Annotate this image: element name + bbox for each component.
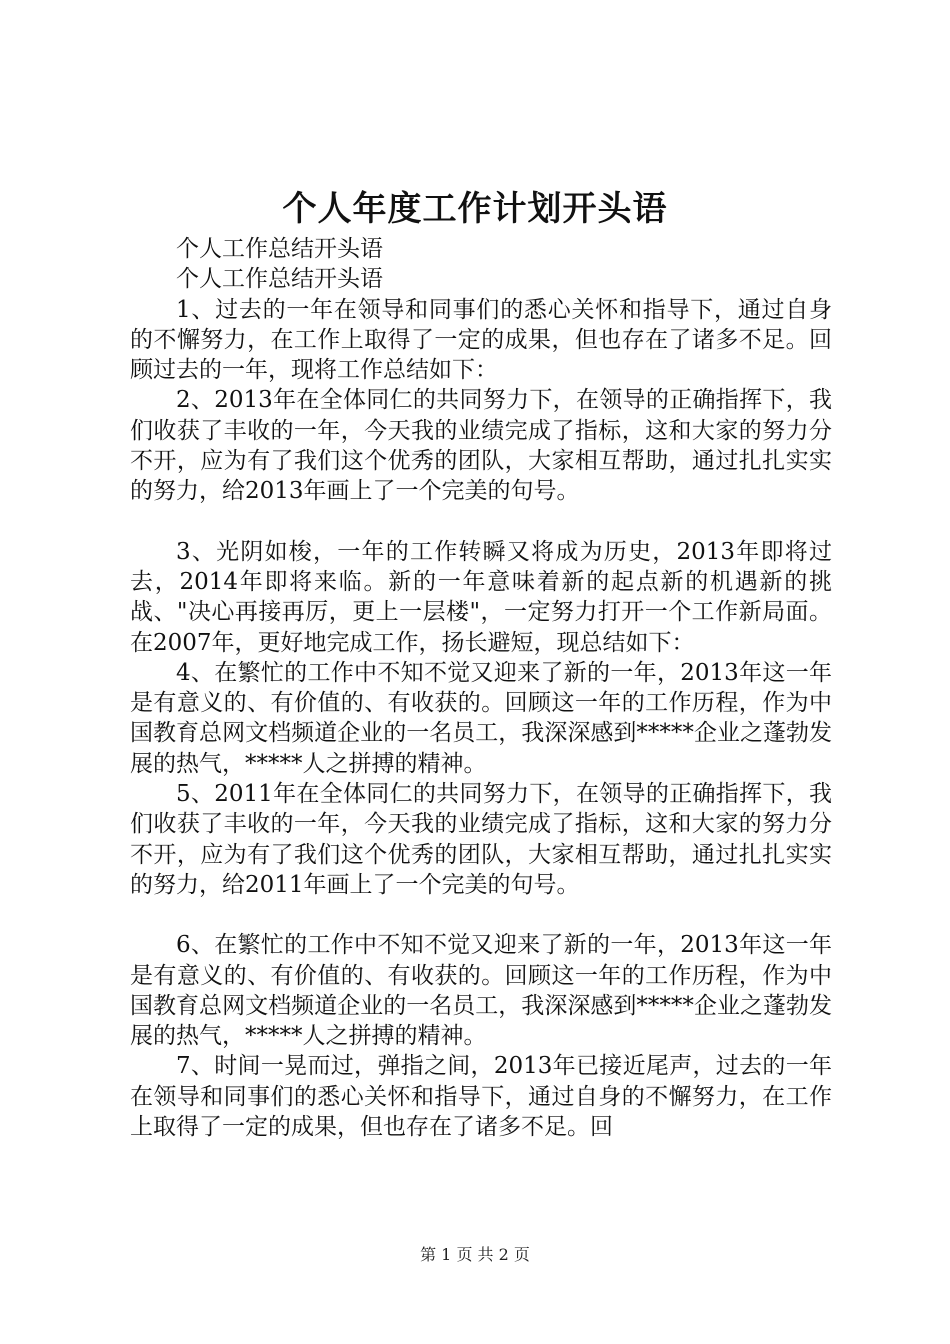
paragraph-heading-2: 个人工作总结开头语 [176,266,383,293]
paragraph-1: 1、过去的一年在领导和同事们的悉心关怀和指导下，通过自身的不懈努力，在工作上取得了一定的成果，但也存在了诸多不足。回顾过去的一年，现将工作总结如下： [130,296,832,384]
paragraph-heading-1: 个人工作总结开头语 [176,236,383,262]
paragraph-3: 3、光阴如梭，一年的工作转瞬又将成为历史，2013年即将过去，2014年即将来临。新的一年意味着新的起点新的机遇新的挑战、"决心再接再厉，更上一层楼"，一定努力打开一个工作新局面。在2007年，更好地完成工作，扬长避短，现总结如下： [130,538,832,656]
paragraph-2: 2、2013年在全体同仁的共同努力下，在领导的正确指挥下，我们收获了丰收的一年，今天我的业绩完成了指标，这和大家的努力分不开，应为有了我们这个优秀的团队，大家相互帮助，通过扎扎实实的努力，给2013年画上了一个完美的句号。 [130,387,832,505]
page-footer: 第 1 页 共 2 页 [420,1245,530,1264]
document-title: 个人年度工作计划开头语 [282,189,668,229]
document-body [130,234,832,1142]
paragraph-7: 7、时间一晃而过，弹指之间，2013年已接近尾声，过去的一年在领导和同事们的悉心关怀和指导下，通过自身的不懈努力，在工作上取得了一定的成果，但也存在了诸多不足。回 [130,1053,832,1141]
paragraph-5: 5、2011年在全体同仁的共同努力下，在领导的正确指挥下，我们收获了丰收的一年，今天我的业绩完成了指标，这和大家的努力分不开，应为有了我们这个优秀的团队，大家相互帮助，通过扎扎实实的努力，给2011年画上了一个完美的句号。 [130,781,832,898]
paragraph-6: 6、在繁忙的工作中不知不觉又迎来了新的一年，2013年这一年是有意义的、有价值的、有收获的。回顾这一年的工作历程，作为中国教育总网文档频道企业的一名员工，我深深感到*****企业之蓬勃发展的热气，*****人之拼搏的精神。 [130,932,832,1050]
paragraph-4: 4、在繁忙的工作中不知不觉又迎来了新的一年，2013年这一年是有意义的、有价值的、有收获的。回顾这一年的工作历程，作为中国教育总网文档频道企业的一名员工，我深深感到*****企业之蓬勃发展的热气，*****人之拼搏的精神。 [130,659,832,777]
